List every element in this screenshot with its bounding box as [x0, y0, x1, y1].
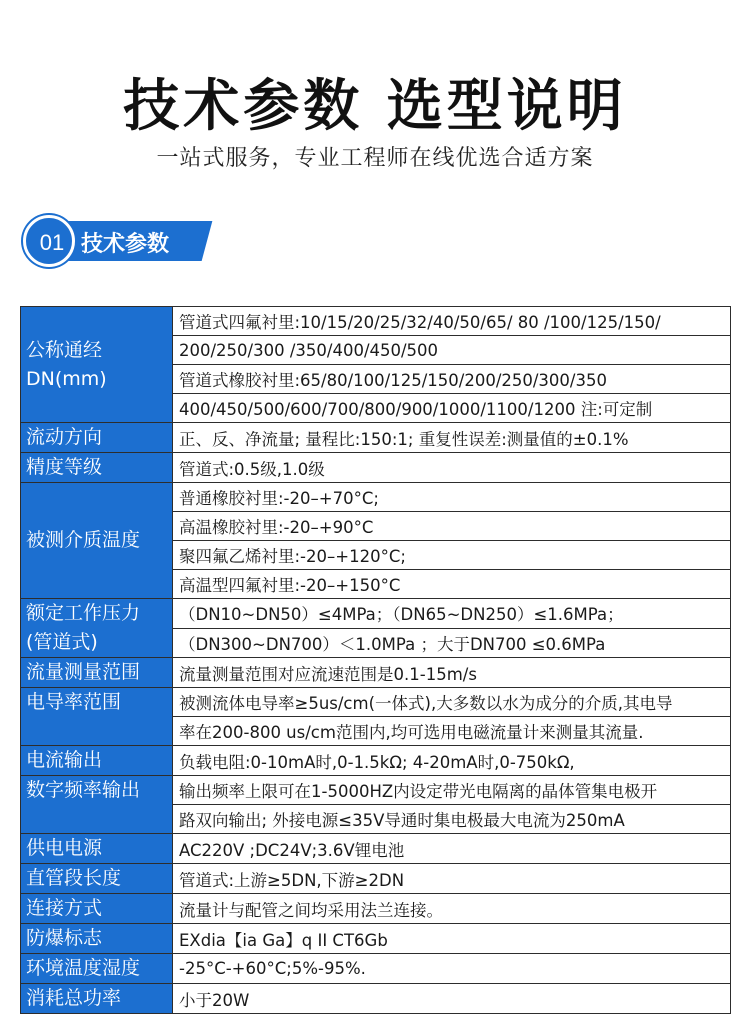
spec-label-flow-range: 流量测量范围 [21, 658, 173, 688]
spec-row-power [21, 834, 731, 864]
spec-value: 流量计与配管之间均采用法兰连接。 [173, 894, 731, 924]
spec-value: AC220V ;DC24V;3.6V锂电池 [173, 834, 731, 864]
spec-value: 200/250/300 /350/400/450/500 [173, 336, 731, 365]
page-subtitle: 一站式服务，专业工程师在线优选合适方案 [156, 146, 594, 171]
spec-label-current-output: 电流输出 [21, 746, 173, 776]
spec-value: 聚四氟乙烯衬里:-20–+120°C; [173, 541, 731, 570]
section-number-circle [23, 215, 75, 267]
spec-label-line: DN(mm) [26, 367, 107, 390]
spec-value: （DN10~DN50）≤4MPa；（DN65~DN250）≤1.6MPa； [173, 599, 731, 629]
spec-value: （DN300~DN700）＜1.0MPa ；大于DN700 ≤0.6MPa [173, 628, 731, 658]
spec-label-pressure [21, 599, 173, 658]
section-header [23, 215, 213, 267]
spec-value: 路双向输出; 外接电源≤35V导通时集电极最大电流为250mA [173, 805, 731, 834]
spec-row-connection [21, 894, 731, 924]
spec-value: 输出频率上限可在1-5000HZ内设定带光电隔离的晶体管集电极开 [173, 776, 731, 805]
spec-value: 400/450/500/600/700/800/900/1000/1100/1200 注:可定制 [173, 394, 731, 423]
spec-value: 管道式:上游≥5DN,下游≥2DN [173, 864, 731, 894]
spec-row-pressure [21, 599, 731, 629]
spec-label-ambient: 环境温度湿度 [21, 954, 173, 984]
spec-row-flow-range [21, 658, 731, 688]
spec-label-explosion: 防爆标志 [21, 924, 173, 954]
spec-label-line: 额定工作压力 [26, 602, 141, 624]
spec-value: EXdia【ia Ga】q II CT6Gb [173, 924, 731, 954]
spec-value: 管道式橡胶衬里:65/80/100/125/150/200/250/300/350 [173, 365, 731, 394]
spec-value: 高温橡胶衬里:-20–+90°C [173, 512, 731, 541]
spec-row-consumption [21, 984, 731, 1014]
spec-label-straight-pipe: 直管段长度 [21, 864, 173, 894]
spec-row-diameter [21, 307, 731, 336]
spec-row-ambient [21, 954, 731, 984]
spec-value: 管道式四氟衬里:10/15/20/25/32/40/50/65/ 80 /100/125/150/ [173, 307, 731, 336]
spec-value: 正、反、净流量; 量程比:150:1; 重复性误差:测量值的±0.1% [173, 423, 731, 453]
spec-value: 管道式:0.5级,1.0级 [173, 453, 731, 483]
spec-label-conductivity: 电导率范围 [21, 688, 173, 746]
spec-row-conductivity [21, 688, 731, 717]
spec-label-connection: 连接方式 [21, 894, 173, 924]
spec-label-line: (管道式) [26, 631, 98, 653]
spec-table [20, 306, 731, 1014]
spec-value: -25°C-+60°C;5%-95%. [173, 954, 731, 984]
spec-row-straight-pipe [21, 864, 731, 894]
spec-value: 率在200-800 us/cm范围内,均可选用电磁流量计来测量其流量. [173, 717, 731, 746]
spec-value: 流量测量范围对应流速范围是0.1-15m/s [173, 658, 731, 688]
spec-label-power: 供电电源 [21, 834, 173, 864]
spec-row-accuracy [21, 453, 731, 483]
spec-label-accuracy: 精度等级 [21, 453, 173, 483]
spec-value: 被测流体电导率≥5us/cm(一体式),大多数以水为成分的介质,其电导 [173, 688, 731, 717]
section-label: 技术参数 [81, 232, 170, 257]
spec-label-temperature: 被测介质温度 [21, 483, 173, 599]
spec-row-explosion [21, 924, 731, 954]
spec-value: 小于20W [173, 984, 731, 1014]
spec-label-consumption: 消耗总功率 [21, 984, 173, 1014]
spec-row-frequency-output [21, 776, 731, 805]
spec-value: 高温型四氟衬里:-20–+150°C [173, 570, 731, 599]
spec-label-line: 公称通经 [26, 338, 103, 361]
spec-label-diameter [21, 307, 173, 423]
spec-label-direction: 流动方向 [21, 423, 173, 453]
spec-row-direction [21, 423, 731, 453]
page-title: 技术参数 选型说明 [123, 74, 627, 139]
spec-value: 普通橡胶衬里:-20–+70°C; [173, 483, 731, 512]
spec-row-current-output [21, 746, 731, 776]
spec-value: 负载电阻:0-10mA时,0-1.5kΩ; 4-20mA时,0-750kΩ, [173, 746, 731, 776]
section-number: 01 [39, 230, 65, 255]
spec-row-temperature [21, 483, 731, 512]
spec-label-frequency-output: 数字频率输出 [21, 776, 173, 834]
